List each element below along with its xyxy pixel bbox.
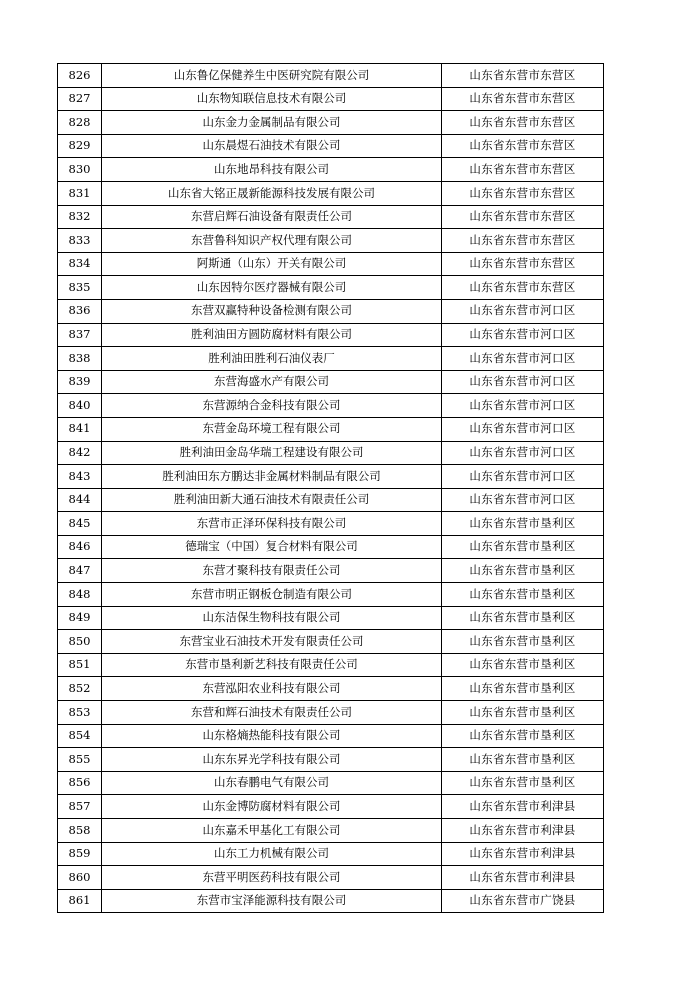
row-number-cell: 841 [58,417,102,441]
table-row [58,205,604,229]
company-name-cell: 胜利油田方圆防腐材料有限公司 [102,323,442,347]
row-number-cell: 826 [58,64,102,88]
table-row [58,677,604,701]
row-number-cell: 857 [58,795,102,819]
company-name-cell: 山东春鹏电气有限公司 [102,771,442,795]
row-number-cell: 849 [58,606,102,630]
table-row [58,370,604,394]
table-row [58,276,604,300]
row-number-cell: 846 [58,535,102,559]
location-cell: 山东省东营市垦利区 [442,583,604,607]
company-name-cell: 东营金岛环境工程有限公司 [102,417,442,441]
company-name-cell: 胜利油田金岛华瑞工程建设有限公司 [102,441,442,465]
row-number-cell: 855 [58,748,102,772]
row-number-cell: 861 [58,889,102,913]
company-name-cell: 胜利油田新大通石油技术有限责任公司 [102,488,442,512]
table-row [58,111,604,135]
table-row [58,465,604,489]
table-row [58,181,604,205]
row-number-cell: 832 [58,205,102,229]
company-name-cell: 东营和辉石油技术有限责任公司 [102,701,442,725]
company-list-table [57,63,604,913]
table-row [58,795,604,819]
location-cell: 山东省东营市利津县 [442,795,604,819]
row-number-cell: 830 [58,158,102,182]
row-number-cell: 837 [58,323,102,347]
table-row [58,606,604,630]
table-row [58,158,604,182]
company-name-cell: 山东金力金属制品有限公司 [102,111,442,135]
company-name-cell: 东营源纳合金科技有限公司 [102,394,442,418]
row-number-cell: 833 [58,229,102,253]
row-number-cell: 828 [58,111,102,135]
company-name-cell: 东营才聚科技有限责任公司 [102,559,442,583]
row-number-cell: 836 [58,299,102,323]
company-name-cell: 东营泓阳农业科技有限公司 [102,677,442,701]
company-name-cell: 山东格熵热能科技有限公司 [102,724,442,748]
location-cell: 山东省东营市垦利区 [442,535,604,559]
table-row [58,87,604,111]
location-cell: 山东省东营市河口区 [442,347,604,371]
company-name-cell: 山东省大铭正晟新能源科技发展有限公司 [102,181,442,205]
row-number-cell: 852 [58,677,102,701]
company-name-cell: 山东晨煜石油技术有限公司 [102,134,442,158]
company-name-cell: 胜利油田东方鹏达非金属材料制品有限公司 [102,465,442,489]
location-cell: 山东省东营市东营区 [442,276,604,300]
location-cell: 山东省东营市河口区 [442,465,604,489]
row-number-cell: 858 [58,819,102,843]
company-name-cell: 东营市明正钢板仓制造有限公司 [102,583,442,607]
table-row [58,229,604,253]
location-cell: 山东省东营市东营区 [442,252,604,276]
company-name-cell: 东营平明医药科技有限公司 [102,866,442,890]
company-name-cell: 东营鲁科知识产权代理有限公司 [102,229,442,253]
row-number-cell: 829 [58,134,102,158]
location-cell: 山东省东营市广饶县 [442,889,604,913]
row-number-cell: 838 [58,347,102,371]
company-name-cell: 东营宝业石油技术开发有限责任公司 [102,630,442,654]
table-row [58,488,604,512]
location-cell: 山东省东营市河口区 [442,488,604,512]
location-cell: 山东省东营市垦利区 [442,748,604,772]
location-cell: 山东省东营市利津县 [442,866,604,890]
table-row [58,252,604,276]
company-name-cell: 山东工力机械有限公司 [102,842,442,866]
company-name-cell: 阿斯通（山东）开关有限公司 [102,252,442,276]
row-number-cell: 839 [58,370,102,394]
table-row [58,583,604,607]
row-number-cell: 843 [58,465,102,489]
location-cell: 山东省东营市东营区 [442,134,604,158]
location-cell: 山东省东营市东营区 [442,205,604,229]
company-name-cell: 山东嘉禾甲基化工有限公司 [102,819,442,843]
company-name-cell: 山东鲁亿保健养生中医研究院有限公司 [102,64,442,88]
row-number-cell: 851 [58,653,102,677]
location-cell: 山东省东营市河口区 [442,441,604,465]
row-number-cell: 856 [58,771,102,795]
location-cell: 山东省东营市垦利区 [442,630,604,654]
location-cell: 山东省东营市垦利区 [442,677,604,701]
location-cell: 山东省东营市垦利区 [442,771,604,795]
table-row [58,417,604,441]
location-cell: 山东省东营市垦利区 [442,653,604,677]
location-cell: 山东省东营市东营区 [442,181,604,205]
row-number-cell: 840 [58,394,102,418]
location-cell: 山东省东营市东营区 [442,229,604,253]
company-name-cell: 山东金博防腐材料有限公司 [102,795,442,819]
location-cell: 山东省东营市河口区 [442,417,604,441]
location-cell: 山东省东营市东营区 [442,64,604,88]
table-row [58,535,604,559]
table-row [58,748,604,772]
table-row [58,64,604,88]
table-row [58,134,604,158]
table-row [58,771,604,795]
table-row [58,724,604,748]
row-number-cell: 831 [58,181,102,205]
row-number-cell: 847 [58,559,102,583]
table-row [58,512,604,536]
location-cell: 山东省东营市东营区 [442,158,604,182]
location-cell: 山东省东营市垦利区 [442,701,604,725]
row-number-cell: 827 [58,87,102,111]
table-row [58,842,604,866]
location-cell: 山东省东营市河口区 [442,323,604,347]
table-row [58,889,604,913]
location-cell: 山东省东营市河口区 [442,394,604,418]
company-name-cell: 山东东昇光学科技有限公司 [102,748,442,772]
company-name-cell: 东营市垦利新艺科技有限责任公司 [102,653,442,677]
company-name-cell: 胜利油田胜利石油仪表厂 [102,347,442,371]
company-name-cell: 德瑞宝（中国）复合材料有限公司 [102,535,442,559]
table-row [58,347,604,371]
table-row [58,866,604,890]
row-number-cell: 848 [58,583,102,607]
row-number-cell: 854 [58,724,102,748]
row-number-cell: 859 [58,842,102,866]
row-number-cell: 853 [58,701,102,725]
row-number-cell: 860 [58,866,102,890]
company-name-cell: 山东洁保生物科技有限公司 [102,606,442,630]
company-name-cell: 东营海盛水产有限公司 [102,370,442,394]
location-cell: 山东省东营市垦利区 [442,724,604,748]
table-row [58,819,604,843]
location-cell: 山东省东营市河口区 [442,370,604,394]
row-number-cell: 844 [58,488,102,512]
table-row [58,441,604,465]
company-name-cell: 东营市宝泽能源科技有限公司 [102,889,442,913]
row-number-cell: 842 [58,441,102,465]
location-cell: 山东省东营市东营区 [442,111,604,135]
location-cell: 山东省东营市垦利区 [442,512,604,536]
location-cell: 山东省东营市垦利区 [442,559,604,583]
company-name-cell: 东营启辉石油设备有限责任公司 [102,205,442,229]
company-name-cell: 东营双赢特种设备检测有限公司 [102,299,442,323]
table-row [58,394,604,418]
table-row [58,559,604,583]
table-row [58,653,604,677]
location-cell: 山东省东营市东营区 [442,87,604,111]
company-name-cell: 东营市正泽环保科技有限公司 [102,512,442,536]
location-cell: 山东省东营市利津县 [442,819,604,843]
table-row [58,630,604,654]
location-cell: 山东省东营市垦利区 [442,606,604,630]
row-number-cell: 834 [58,252,102,276]
location-cell: 山东省东营市利津县 [442,842,604,866]
table-row [58,701,604,725]
company-name-cell: 山东物知联信息技术有限公司 [102,87,442,111]
location-cell: 山东省东营市河口区 [442,299,604,323]
row-number-cell: 850 [58,630,102,654]
company-name-cell: 山东因特尔医疗器械有限公司 [102,276,442,300]
row-number-cell: 835 [58,276,102,300]
table-body [58,64,604,913]
row-number-cell: 845 [58,512,102,536]
company-name-cell: 山东地昂科技有限公司 [102,158,442,182]
table-row [58,299,604,323]
table-row [58,323,604,347]
